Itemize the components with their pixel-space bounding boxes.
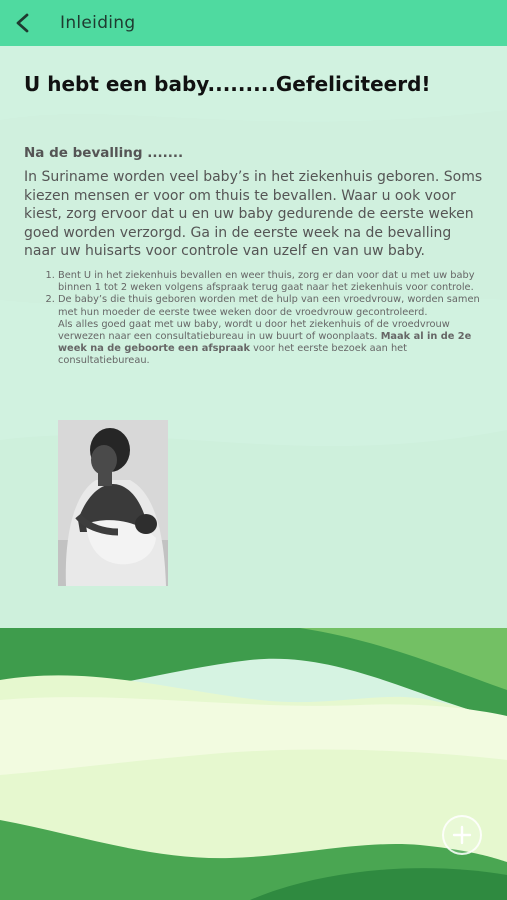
list-item-text: Als alles goed gaat met uw baby, wordt u door het ziekenhuis of de vroedvrouw verwezen naar een consultatiebureau in uw buurt of woonplaats. [58,318,450,343]
mother-baby-photo [58,420,168,586]
screen-title: Inleiding [60,13,136,33]
appointment-emphasis: Maak al in de 2e week na de geboorte een afspraak [58,331,472,355]
list-item-text: voor het eerste bezoek aan het consultatiebureau. [58,343,408,367]
list-item [58,270,480,294]
info-list [24,270,480,368]
page-title: U hebt een baby.........Gefeliciteerd! [24,72,431,96]
chevron-left-icon [14,13,32,33]
intro-paragraph: In Suriname worden veel baby’s in het ziekenhuis geboren. Soms kiezen mensen er voor om thuis te bevallen. Waar u ook voor kiest, zorg ervoor dat u en uw baby gedurende de eerste weken goed worden verzorgd. Ga in de eerste week na de bevalling naar uw huisarts voor controle van uzelf en van uw baby. [24,169,483,259]
plus-icon [452,825,472,845]
back-button[interactable] [0,0,46,46]
add-button[interactable] [442,815,482,855]
top-bar [0,0,507,46]
list-item-text: Bent U in het ziekenhuis bevallen en weer thuis, zorg er dan voor dat u met uw baby binnen 1 tot 2 weken volgens afspraak terug gaat naar het ziekenhuis voor controle. [58,270,475,294]
section-heading: Na de bevalling ....... [24,145,184,161]
list-item [58,294,480,367]
list-item-text: De baby’s die thuis geboren worden met de hulp van een vroedvrouw, worden samen met hun moeder de eerste twee weken door de vroedvrouw gecontroleerd. [58,294,480,318]
